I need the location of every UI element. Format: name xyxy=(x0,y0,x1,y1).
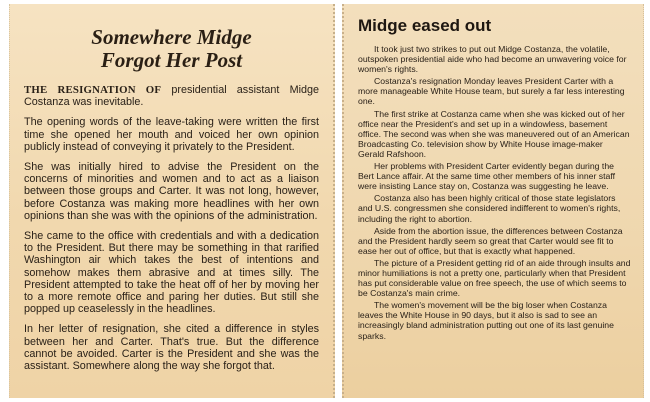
left-headline-line-2: Forgot Her Post xyxy=(100,48,243,72)
right-article-body xyxy=(358,44,631,341)
left-paragraph-2: The opening words of the leave-taking were written the first time she opened her mouth and voiced her own opinion publicly instead of conveying it privately to the President. xyxy=(24,116,319,153)
left-paragraph-1-text: presidential assistant Midge Costanza was inevitable. xyxy=(24,84,320,109)
right-paragraph-8: The women's movement will be the big loser when Costanza leaves the White House in 90 days, but it also is sad to see an increasingly bland administration putting out one of its last genuine sparks. xyxy=(358,300,614,341)
right-paragraph-2: Costanza's resignation Monday leaves President Carter with a more manageable White House team, but surely a far less interesting one. xyxy=(358,76,625,107)
right-paragraph-1: It took just two strikes to put out Midge Costanza, the volatile, outspoken presidential aide who had become an unwavering voice for women's rights. xyxy=(358,44,627,75)
right-paragraph-5: Costanza also has been highly critical of those state legislators and U.S. congressmen she considered indifferent to women's rights, including the right to abortion. xyxy=(358,193,621,224)
left-lead-words: THE RESIGNATION OF xyxy=(24,84,162,96)
right-newspaper-clipping xyxy=(342,4,644,398)
right-paragraph-4: Her problems with President Carter evidently began during the Bert Lance affair. At the same time other members of his inner staff were insisting Lance stay on, Costanza was suggesting he leave. xyxy=(358,161,616,192)
left-headline-line-1: Somewhere Midge xyxy=(91,25,252,49)
left-newspaper-clipping xyxy=(9,4,335,398)
right-paragraph-3: The first strike at Costanza came when she was kicked out of her office near the President's and set up in a windowless, basement office. The second was when she was maneuvered out of an American Broadcasting Co. television show by White House image-maker Gerald Rafshoon. xyxy=(358,108,630,159)
left-paragraph-5: In her letter of resignation, she cited a difference in styles between her and Carter. That's true. But the difference cannot be avoided. Carter is the President and she was the assistant. Somewhere along the way she forgot that. xyxy=(24,323,319,373)
right-headline: Midge eased out xyxy=(358,16,492,35)
left-article-body xyxy=(24,84,319,372)
left-paragraph-3: She was initially hired to advise the President on the concerns of minorities and women and to act as a liaison between those groups and Carter. It was not long, however, before Costanza was making more headlines with her own opinions than she was with the opinions of the administration. xyxy=(24,161,319,222)
left-paragraph-1 xyxy=(24,84,319,108)
right-paragraph-6: Aside from the abortion issue, the differences between Costanza and the President hardly seem so great that Carter would see fit to ease her out of office, but that is exactly what happened. xyxy=(358,225,623,256)
left-headline xyxy=(24,26,319,72)
right-paragraph-7: The picture of a President getting rid of an aide through insults and minor humiliations is not a pretty one, particularly when that President has put considerable value on free speech, the use of which seems to be Costanza's main crime. xyxy=(358,257,631,299)
left-paragraph-4: She came to the office with credentials and with a dedication to the President. But there may be something in that rarified Washington air which takes the best of intentions and somehow makes them abrasive and at times silly. The President attempted to take the heat off of her by moving her to a more remote office and paring her duties. But still she popped up ceaselessly in the headlines. xyxy=(24,230,319,316)
